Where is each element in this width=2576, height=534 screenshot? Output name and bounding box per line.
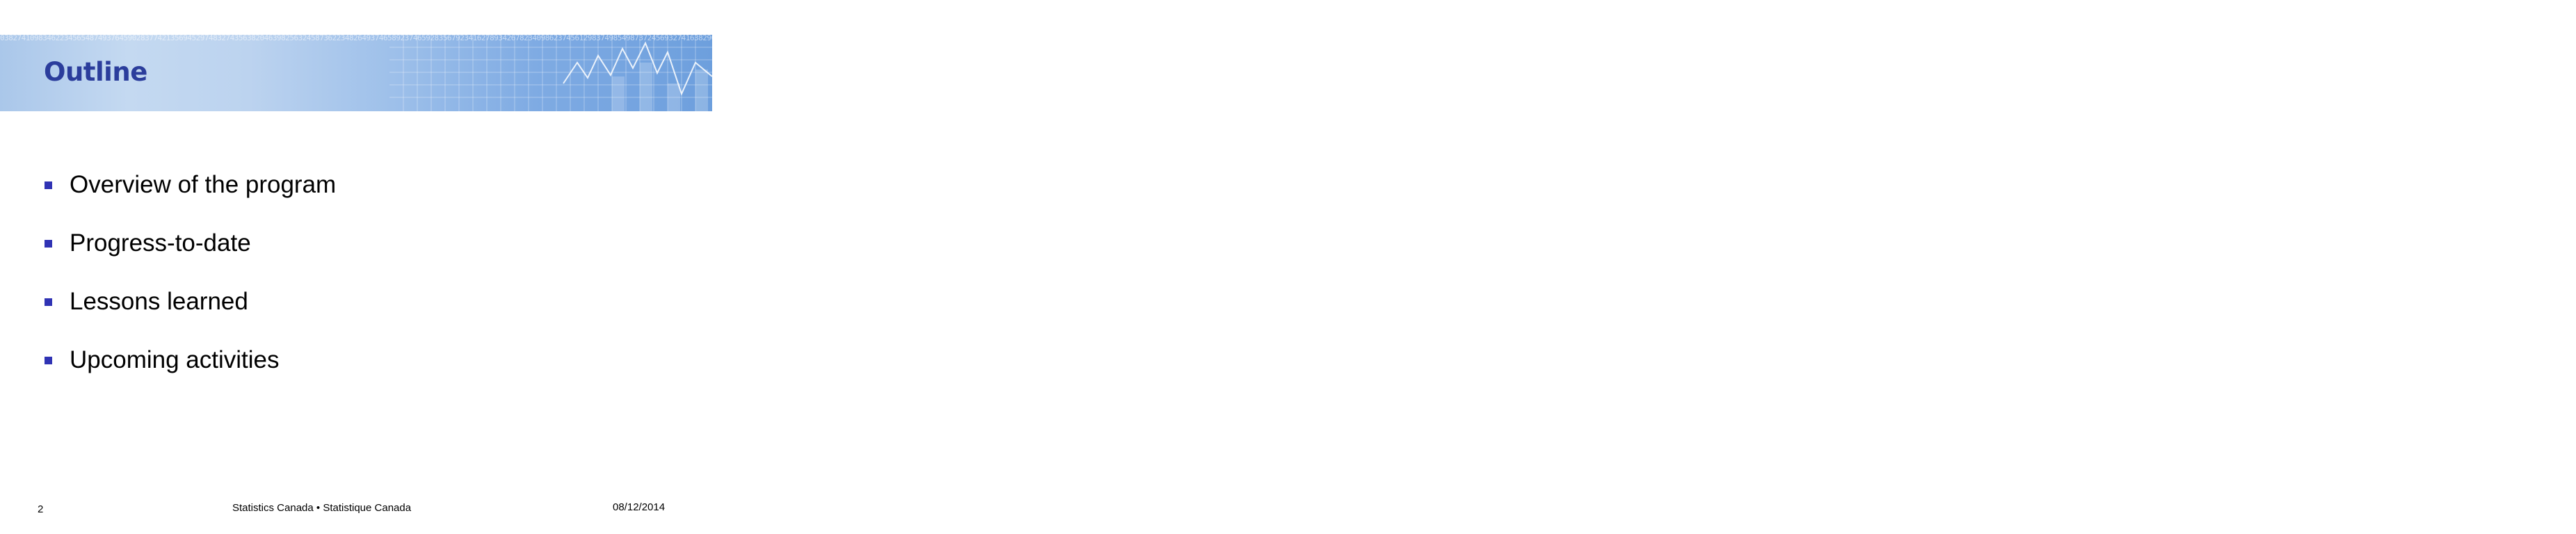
header-banner bbox=[0, 33, 2576, 111]
list-item bbox=[45, 170, 657, 228]
list-item bbox=[45, 228, 657, 286]
page-title: Outline bbox=[44, 57, 147, 87]
bullet-text: Upcoming activities bbox=[70, 346, 280, 373]
bullet-text: Overview of the program bbox=[70, 171, 337, 198]
bullet-list bbox=[45, 170, 657, 403]
footer-organization: Statistics Canada • Statistique Canada bbox=[232, 502, 412, 514]
list-item bbox=[45, 345, 657, 403]
line-chart-decoration-icon bbox=[389, 35, 712, 111]
bullet-text: Progress-to-date bbox=[70, 229, 251, 257]
footer-date: 08/12/2014 bbox=[613, 501, 666, 513]
square-bullet-icon bbox=[45, 357, 52, 364]
square-bullet-icon bbox=[45, 298, 52, 306]
slide-number: 2 bbox=[38, 503, 44, 515]
square-bullet-icon bbox=[45, 240, 52, 248]
banner-digit-texture: 03827410983462234565487493764590283774213569452974832743563820463982563245873622348264937465892374659283567923416278934267823409862374561298374985498737245693274163829047568238741623986245178340928347653092843742375963294864729743694627346247562038974623847562938746523984756239847562938745623984756239874562398745623984756239847562398475623984756239874562398475623984756239847562384576238475623847562398475623984756239847562398475623984756239847562398475623984756239874562398745623987456239874562398745623984756239874562398475623984756239847562398475623984756239847562398475623984756234567898765432345678 bbox=[0, 33, 2576, 42]
bullet-text: Lessons learned bbox=[70, 288, 248, 315]
square-bullet-icon bbox=[45, 181, 52, 189]
list-item bbox=[45, 286, 657, 345]
